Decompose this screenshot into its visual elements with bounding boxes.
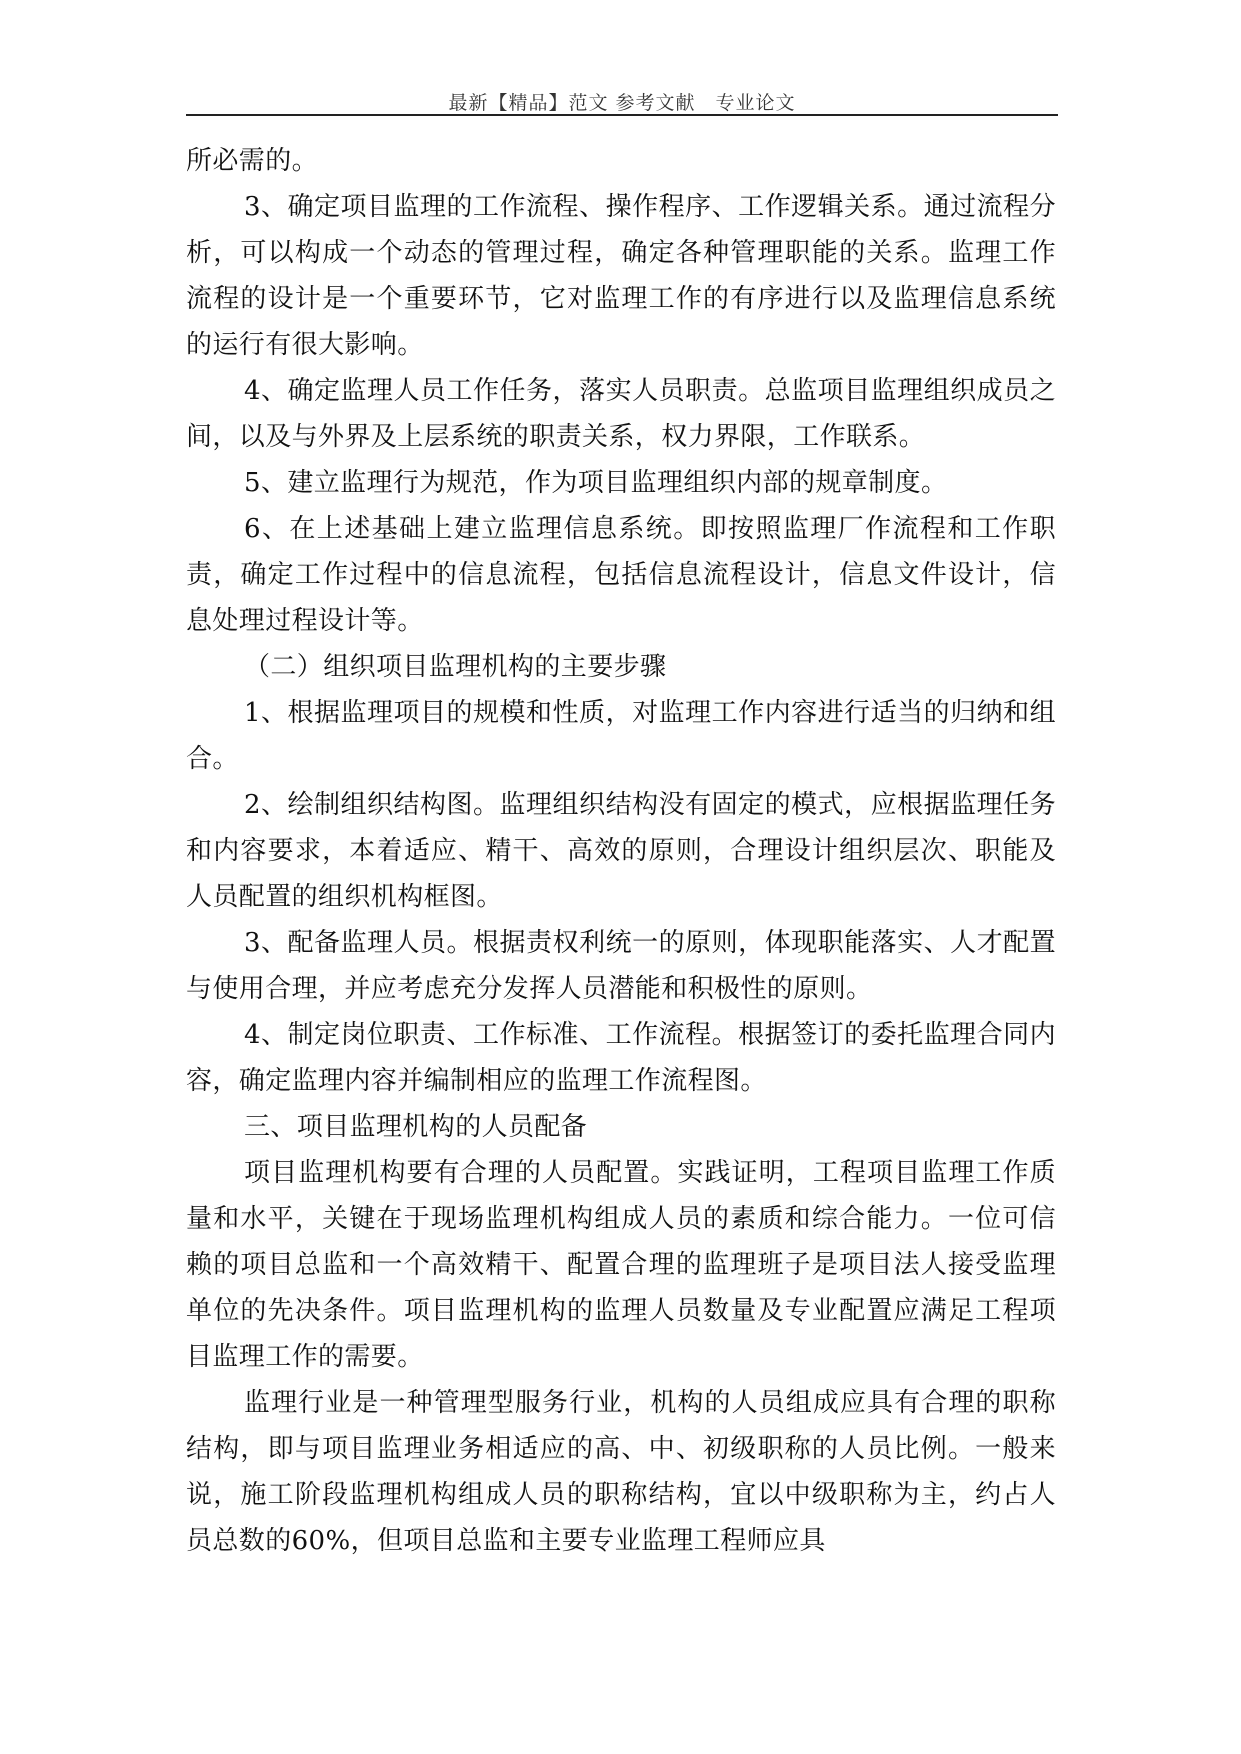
paragraph-item-6: 6、在上述基础上建立监理信息系统。即按照监理厂作流程和工作职责，确定工作过程中的信息流程，包括信息流程设计，信息文件设计，信息处理过程设计等。: [186, 514, 1056, 636]
paragraph-item-3: 3、确定项目监理的工作流程、操作程序、工作逻辑关系。通过流程分析，可以构成一个动态的管理过程，确定各种管理职能的关系。监理工作流程的设计是一个重要环节，它对监理工作的有序进行以及监理信息系统的运行有很大影响。: [186, 192, 1056, 360]
paragraph-item-5: 5、建立监理行为规范，作为项目监理组织内部的规章制度。: [244, 468, 948, 498]
running-header: 最新【精品】范文 参考文献 专业论文: [448, 92, 796, 114]
section-heading-3: 三、项目监理机构的人员配备: [244, 1112, 588, 1142]
paragraph-item-4: 4、确定监理人员工作任务，落实人员职责。总监项目监理组织成员之间，以及与外界及上层系统的职责关系，权力界限，工作联系。: [186, 376, 1056, 452]
paragraph-step-3: 3、配备监理人员。根据责权利统一的原则，体现职能落实、人才配置与使用合理，并应考虑充分发挥人员潜能和积极性的原则。: [186, 928, 1056, 1004]
paragraph-continuation: 所必需的。: [186, 146, 319, 176]
section-heading-2: （二）组织项目监理机构的主要步骤: [244, 652, 667, 682]
document-body: [186, 138, 1056, 1564]
paragraph-step-2: 2、绘制组织结构图。监理组织结构没有固定的模式，应根据监理任务和内容要求，本着适应、精干、高效的原则，合理设计组织层次、职能及人员配置的组织机构框图。: [186, 790, 1056, 912]
paragraph-step-4: 4、制定岗位职责、工作标准、工作流程。根据签订的委托监理合同内容，确定监理内容并编制相应的监理工作流程图。: [186, 1020, 1056, 1096]
paragraph-title-structure: 监理行业是一种管理型服务行业，机构的人员组成应具有合理的职称结构，即与项目监理业务相适应的高、中、初级职称的人员比例。一般来说，施工阶段监理机构组成人员的职称结构，宜以中级职称为主，约占人员总数的60%，但项目总监和主要专业监理工程师应具: [186, 1388, 1056, 1556]
paragraph-staffing: 项目监理机构要有合理的人员配置。实践证明，工程项目监理工作质量和水平，关键在于现场监理机构组成人员的素质和综合能力。一位可信赖的项目总监和一个高效精干、配置合理的监理班子是项目法人接受监理单位的先决条件。项目监理机构的监理人员数量及专业配置应满足工程项目监理工作的需要。: [186, 1158, 1056, 1372]
header-divider: [186, 114, 1058, 116]
paragraph-step-1: 1、根据监理项目的规模和性质，对监理工作内容进行适当的归纳和组合。: [186, 698, 1056, 774]
